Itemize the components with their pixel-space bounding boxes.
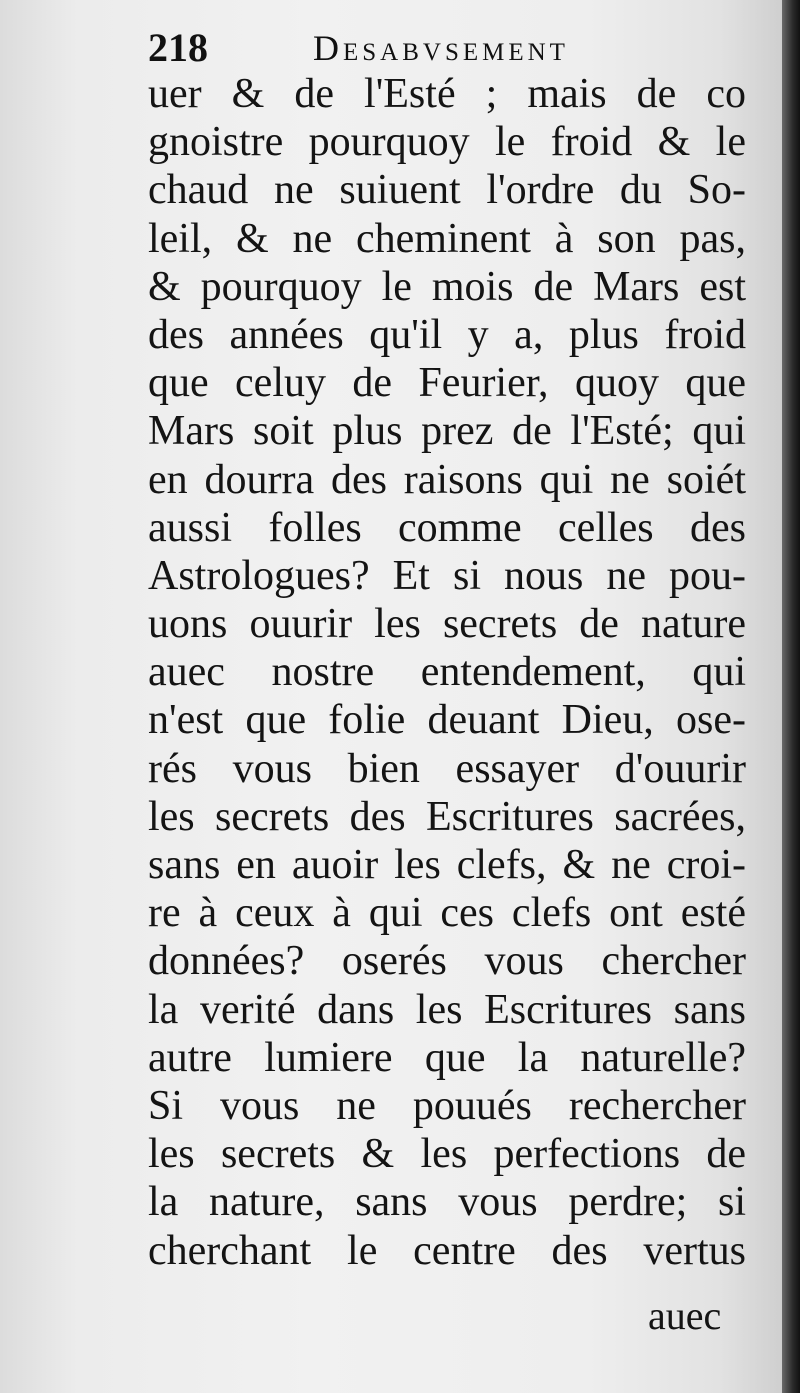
text-line: & pourquoy le mois de Mars est	[148, 263, 746, 310]
running-head	[148, 22, 628, 74]
text-line: en dourra des raisons qui ne soiét	[148, 456, 746, 503]
catchword: auec	[648, 1293, 722, 1338]
running-title: Desabvsement	[313, 28, 569, 68]
text-line: re à ceux à qui ces clefs ont esté	[148, 890, 746, 937]
text-line: rés vous bien essayer d'ouurir	[148, 745, 746, 792]
text-line: cherchant le centre des vertus	[148, 1227, 746, 1274]
text-line: chaud ne suiuent l'ordre du So-	[148, 167, 746, 214]
text-line: sans en auoir les clefs, & ne croi-	[148, 842, 746, 888]
text-line: autre lumiere que la naturelle?	[148, 1034, 746, 1081]
text-line: des années qu'il y a, plus froid	[148, 311, 746, 358]
text-line: Mars soit plus prez de l'Esté; qui	[148, 408, 746, 455]
text-line: n'est que folie deuant Dieu, ose-	[148, 697, 746, 744]
text-line: Astrologues? Et si nous ne pou-	[148, 552, 746, 599]
text-line: Si vous ne pouués rechercher	[148, 1082, 746, 1129]
text-line: aussi folles comme celles des	[148, 504, 746, 551]
text-line: les secrets & les perfections de	[148, 1131, 746, 1178]
text-line: leil, & ne cheminent à son pas,	[148, 215, 746, 262]
text-line: auec nostre entendement, qui	[148, 649, 746, 696]
body-text	[148, 70, 746, 1275]
text-line: les secrets des Escritures sacrées,	[148, 793, 746, 840]
page-number: 218	[148, 25, 208, 70]
text-line: uons ouurir les secrets de nature	[148, 601, 746, 648]
text-line: que celuy de Feurier, quoy que	[148, 360, 746, 407]
text-line: gnoistre pourquoy le froid & le	[148, 119, 746, 166]
text-line: uer & de l'Esté ; mais de co	[148, 71, 746, 117]
text-line: la nature, sans vous perdre; si	[148, 1179, 746, 1226]
text-line: la verité dans les Escritures sans	[148, 986, 746, 1033]
page-edge-shadow	[782, 0, 800, 1393]
text-line: données? oserés vous chercher	[148, 938, 746, 985]
